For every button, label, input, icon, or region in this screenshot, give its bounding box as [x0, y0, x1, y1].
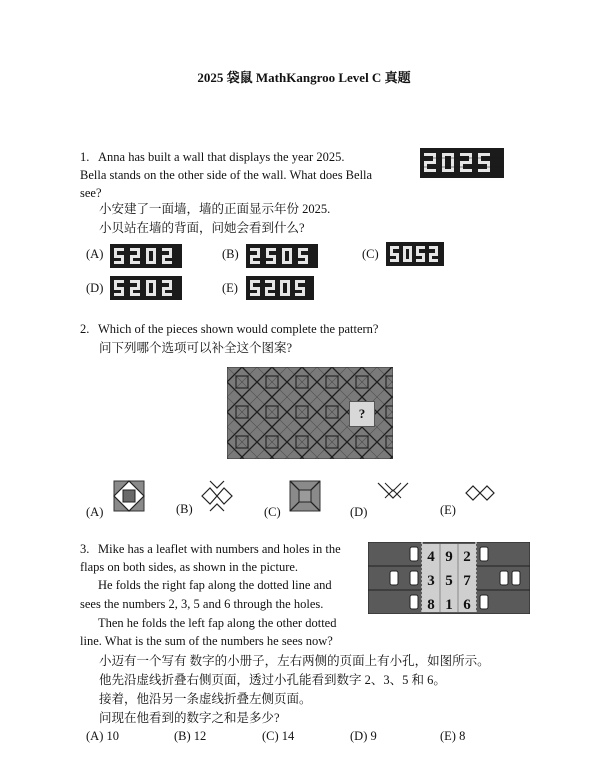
q3-option-a[interactable]: (A) 10	[86, 729, 119, 743]
q1-option-c-label[interactable]: (C)	[362, 247, 379, 261]
q1-option-b-label[interactable]: (B)	[222, 247, 239, 261]
q1-number: 1.	[80, 150, 90, 164]
q3-option-c[interactable]: (C) 14	[262, 729, 295, 743]
q3-text-zh-2: 他先沿虚线折叠右侧页面，透过小孔能看到数字 2、3、5 和 6。	[99, 673, 446, 687]
q3-text-en-2: flaps on both sides, as shown in the picture.	[80, 560, 299, 574]
q1-option-b-image[interactable]	[246, 244, 318, 268]
q1-text-en-3: see?	[80, 186, 102, 200]
leaflet-cell-1-1: 5	[445, 573, 453, 589]
q2-option-d-image[interactable]	[376, 479, 410, 507]
leaflet-cell-2-2: 6	[463, 597, 471, 613]
q2-option-a-label[interactable]: (A)	[86, 505, 104, 519]
q2-number: 2.	[80, 322, 90, 336]
q3-text-en-6: line. What is the sum of the numbers he sees now?	[80, 634, 333, 648]
q3-text-zh-3: 接着，他沿另一条虚线折叠左侧页面。	[99, 692, 312, 706]
leaflet-cell-1-2: 7	[463, 573, 471, 589]
leaflet-cell-2-1: 1	[445, 597, 453, 613]
q2-option-c-label[interactable]: (C)	[264, 505, 281, 519]
q1-text-zh-1: 小安建了一面墙，墙的正面显示年份 2025.	[99, 202, 331, 216]
q2-option-a-image[interactable]	[112, 479, 146, 513]
leaflet-cell-1-0: 3	[427, 573, 435, 589]
q2-option-e-label[interactable]: (E)	[440, 503, 456, 517]
q3-text-en-5: Then he folds the left fap along the other dotted	[98, 616, 337, 630]
q2-option-b-image[interactable]	[200, 479, 234, 513]
q3-option-d[interactable]: (D) 9	[350, 729, 377, 743]
q3-number: 3.	[80, 542, 90, 556]
q3-option-b[interactable]: (B) 12	[174, 729, 207, 743]
leaflet-cell-2-0: 8	[427, 597, 435, 613]
q3-text-zh-4: 问现在他看到的数字之和是多少?	[99, 711, 280, 725]
q1-option-d-image[interactable]	[110, 276, 182, 300]
leaflet-cell-0-2: 2	[463, 549, 471, 565]
pattern-question-mark: ?	[349, 401, 375, 427]
leaflet-cell-0-0: 4	[427, 549, 435, 565]
leaflet-cell-0-1: 9	[445, 549, 453, 565]
q1-option-e-label[interactable]: (E)	[222, 281, 238, 295]
q1-option-e-image[interactable]	[246, 276, 314, 300]
q2-text-en: Which of the pieces shown would complete the pattern?	[98, 322, 379, 336]
q2-text-zh: 问下列哪个选项可以补全这个图案?	[99, 341, 293, 355]
q1-option-a-image[interactable]	[110, 244, 182, 268]
q2-option-b-label[interactable]: (B)	[176, 502, 193, 516]
q1-text-en-1: Anna has built a wall that displays the year 2025.	[98, 150, 345, 164]
q1-option-a-label[interactable]: (A)	[86, 247, 104, 261]
wall-2025-image	[420, 148, 504, 178]
leaflet-image	[368, 542, 530, 614]
q3-text-zh-1: 小迈有一个写有 数字的小册子，左右两侧的页面上有小孔，如图所示。	[99, 654, 490, 668]
q2-option-e-image[interactable]	[464, 483, 498, 503]
q1-option-d-label[interactable]: (D)	[86, 281, 104, 295]
page-title: 2025 袋鼠 MathKangroo Level C 真题	[197, 70, 411, 85]
q2-option-d-label[interactable]: (D)	[350, 505, 368, 519]
q2-option-c-image[interactable]	[288, 479, 322, 513]
q1-text-en-2: Bella stands on the other side of the wall. What does Bella	[80, 168, 373, 182]
q1-option-c-image[interactable]	[386, 242, 444, 266]
q3-option-e[interactable]: (E) 8	[440, 729, 466, 743]
q1-text-zh-2: 小贝站在墙的背面，问她会看到什么?	[99, 221, 305, 235]
q3-text-en-3: He folds the right fap along the dotted line and	[98, 578, 332, 592]
q3-text-en-4: sees the numbers 2, 3, 5 and 6 through the holes.	[80, 597, 324, 611]
q3-text-en-1: Mike has a leaflet with numbers and holes in the	[98, 542, 341, 556]
